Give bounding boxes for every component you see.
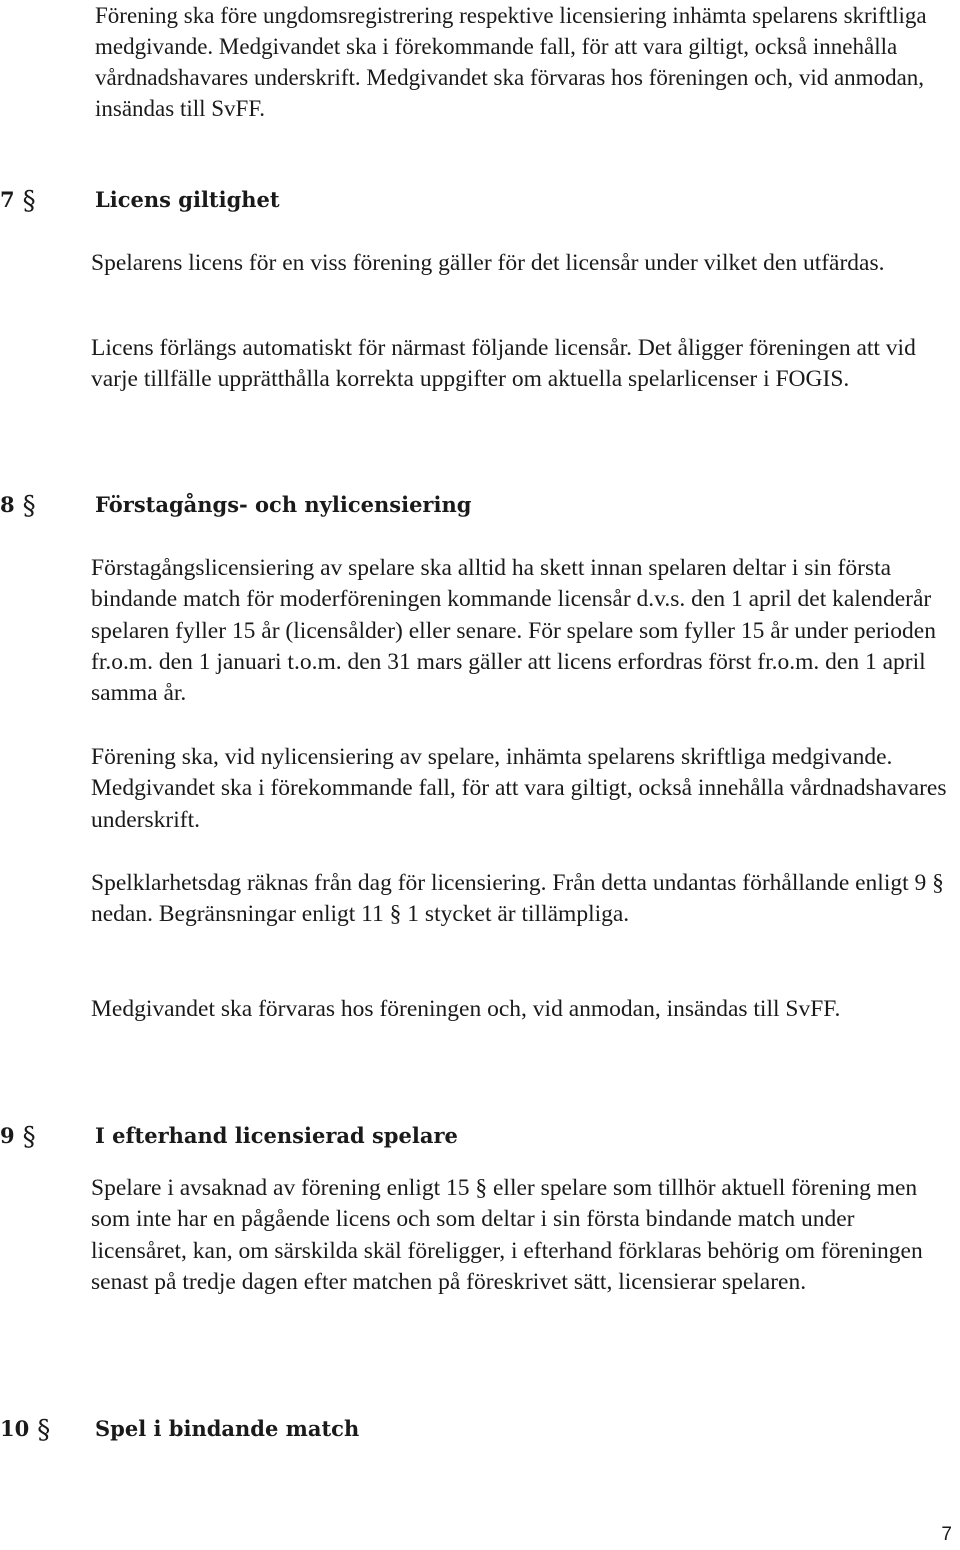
- page-number: 7: [941, 1524, 952, 1545]
- paragraph-sign-icon: §: [22, 1122, 36, 1152]
- section-8-paragraph-3: Spelklarhetsdag räknas från dag för licensiering. Från detta undantas förhållande enligt 9 § nedan. Begränsningar enligt 11 § 1 stycket är tillämpliga.: [91, 870, 944, 928]
- section-number: 7: [0, 187, 15, 212]
- section-8-paragraph-4: Medgivandet ska förvaras hos föreningen och, vid anmodan, insändas till SvFF.: [91, 996, 841, 1022]
- intro-paragraph: Förening ska före ungdomsregistrering respektive licensiering inhämta spelarens skriftliga medgivande. Medgivandet ska i förekommande fall, för att vara giltigt, också innehålla vårdnadshavares underskrift. Medgivandet ska förvaras hos föreningen och, vid anmodan, insändas till SvFF.: [95, 3, 927, 121]
- paragraph-sign-icon: §: [37, 1415, 51, 1445]
- section-8-paragraph-1: Förstagångslicensiering av spelare ska alltid ha skett innan spelaren deltar i sin första bindande match för moderföreningen kommande licensår d.v.s. den 1 april det kalenderår spelaren fyller 15 år (licensålder) eller senare. För spelare som fyller 15 år under perioden fr.o.m. den 1 januari t.o.m. den 31 mars gäller att licens erfordras först fr.o.m. den 1 april samma år.: [91, 555, 936, 707]
- paragraph-sign-icon: §: [22, 186, 36, 216]
- section-title: Förstagångs- och nylicensiering: [95, 492, 472, 517]
- section-7-paragraph-2: Licens förlängs automatiskt för närmast följande licensår. Det åligger föreningen att vid varje tillfälle upprätthålla korrekta uppgifter om aktuella spelarlicenser i FOGIS.: [91, 335, 916, 393]
- section-number: 10: [0, 1416, 30, 1441]
- section-number: 9: [0, 1123, 15, 1148]
- section-9-paragraph-1: Spelare i avsaknad av förening enligt 15 § eller spelare som tillhör aktuell förening men som inte har en pågående licens och som deltar i sin första bindande match under licensåret, kan, om särskilda skäl föreligger, i efterhand förklaras behörig om föreningen senast på tredje dagen efter matchen på föreskrivet sätt, licensierar spelaren.: [91, 1175, 923, 1295]
- section-8-paragraph-2: Förening ska, vid nylicensiering av spelare, inhämta spelarens skriftliga medgivande. Medgivandet ska i förekommande fall, för att vara giltigt, också innehålla vårdnadshavares underskrift.: [91, 744, 947, 833]
- section-7-heading: [0, 186, 280, 216]
- section-number: 8: [0, 492, 15, 517]
- section-10-heading: [0, 1415, 360, 1445]
- section-8-heading: [0, 491, 472, 521]
- section-title: Licens giltighet: [95, 187, 280, 212]
- section-title: I efterhand licensierad spelare: [95, 1123, 458, 1148]
- section-7-paragraph-1: Spelarens licens för en viss förening gäller för det licensår under vilket den utfärdas.: [91, 250, 885, 276]
- paragraph-sign-icon: §: [22, 491, 36, 521]
- section-9-heading: [0, 1122, 458, 1152]
- section-title: Spel i bindande match: [95, 1416, 360, 1441]
